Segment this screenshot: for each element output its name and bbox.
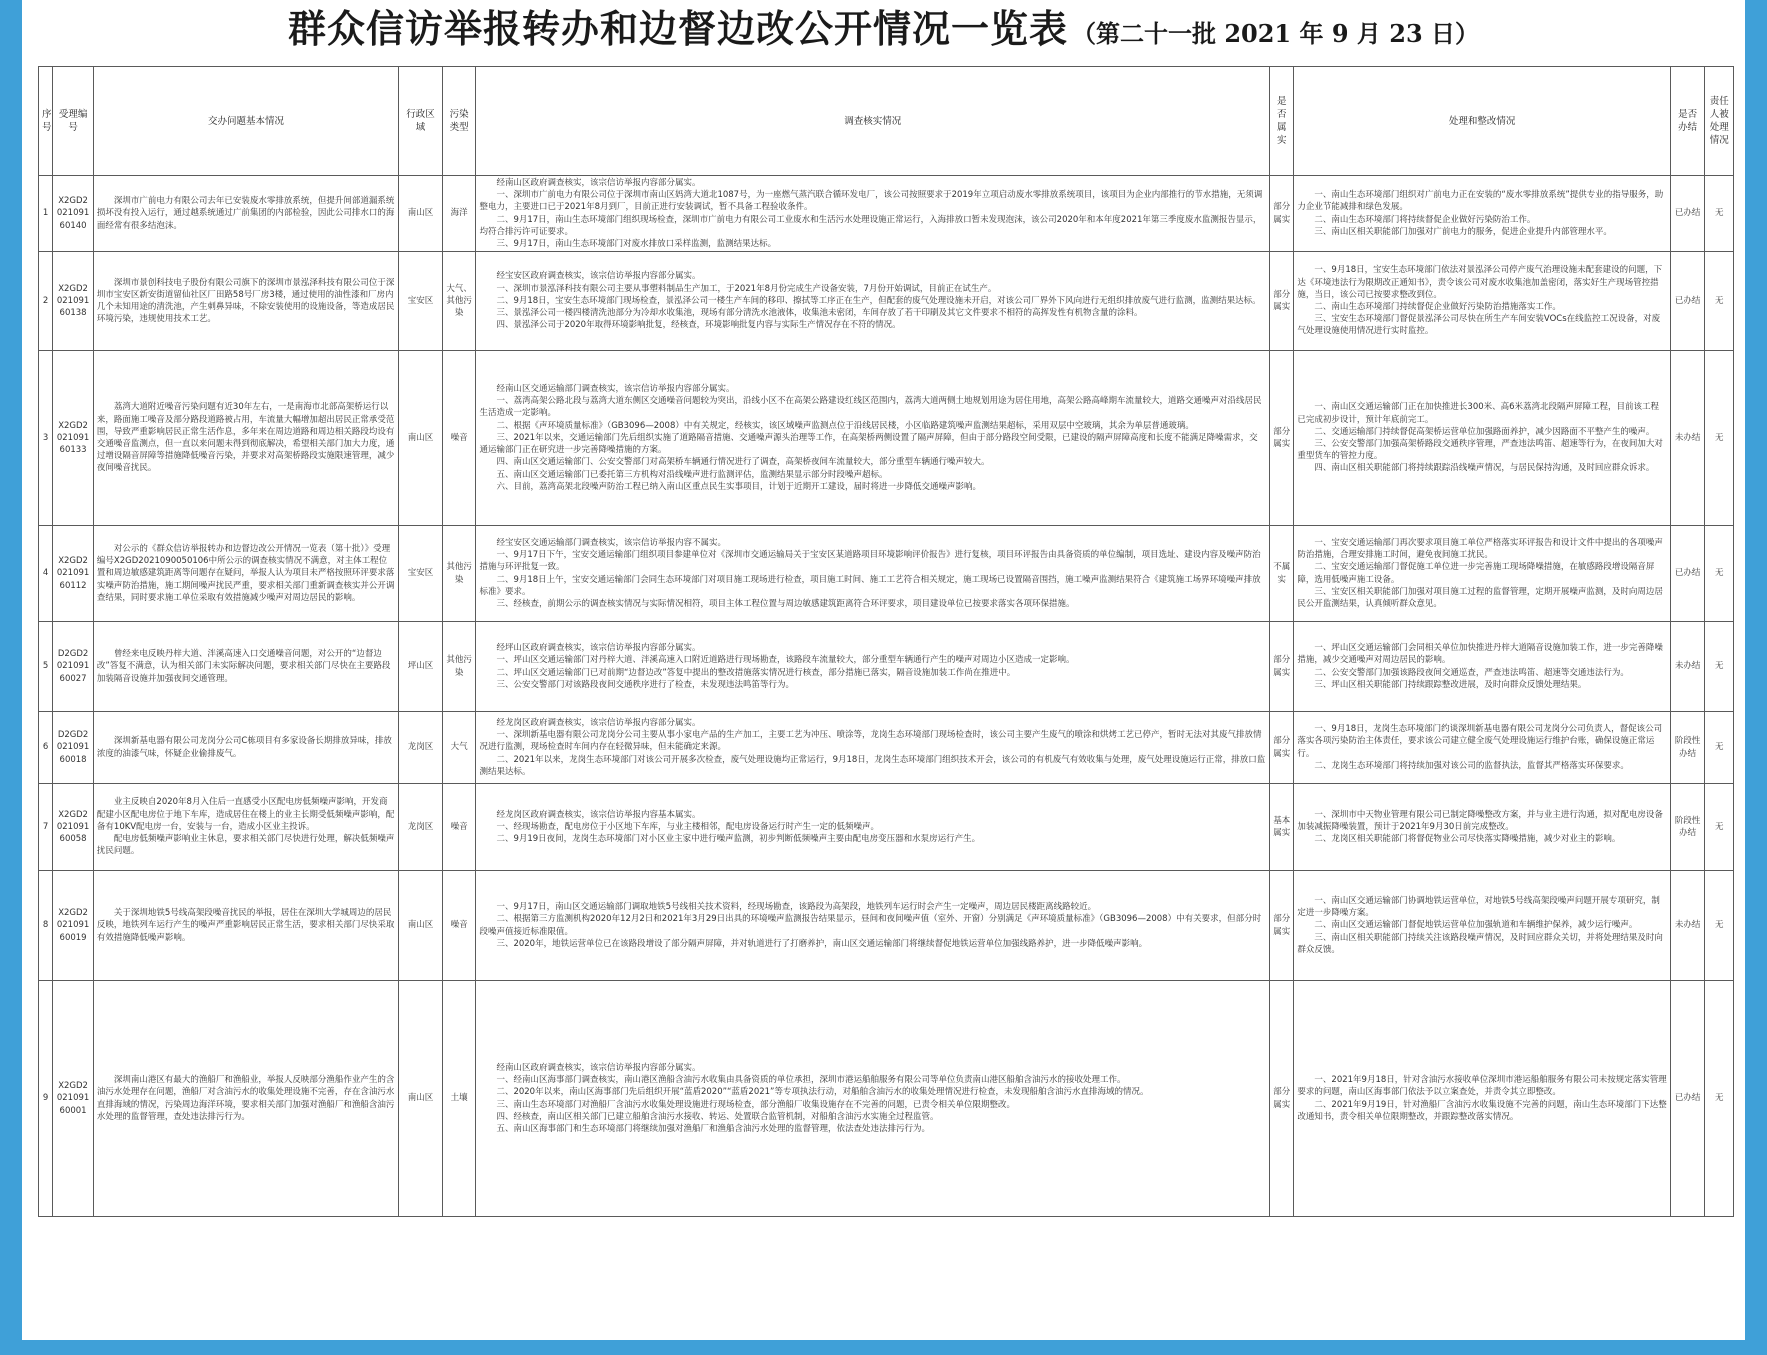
row-number: 6: [39, 712, 53, 784]
investigation-details-paragraph: 一、深圳新基电器有限公司龙岗分公司主要从事小家电产品的生产加工，主要工艺为冲压、喷涂等，龙岗生态环境部门现场检查时，该公司主要产生废气的喷涂和烘烤工艺已停产，暂时无法对其废气排放情况进行监测，现场检查时车间内存在轻微异味，但未能确定来源。: [479, 730, 1262, 753]
investigation-details: [476, 871, 1270, 981]
investigation-details-paragraph: 二、9月18日上午，宝安交通运输部门会同生态环境部门对项目施工现场进行检查，项目施工时间、施工工艺符合相关规定，施工现场已设置隔音围挡，施工噪声监测结果符合《建筑施工场界环境噪声排放标准》要求。: [479, 574, 1261, 597]
investigation-details: [476, 252, 1270, 351]
pollution-type: 噪音: [442, 351, 476, 526]
investigation-details: [476, 526, 1270, 622]
is-verified: 部分属实: [1270, 176, 1294, 252]
table-row: [39, 351, 1734, 526]
admin-area: 龙岗区: [399, 784, 443, 871]
investigation-details: [476, 712, 1270, 784]
issue-description-paragraph: 深圳南山港区有最大的渔船厂和渔船业，举报人反映部分渔船作业产生的含油污水处理存在问题，渔船厂对含油污水的收集处理设施不完善，存在含油污水直排海域的情况，污染周边海洋环境，要求相关部门加强对渔船厂和渔船含油污水处理的监督管理，查处违法排污行为。: [96, 1075, 395, 1122]
row-number: 3: [39, 351, 53, 526]
completion-status: 未办结: [1670, 871, 1705, 981]
investigation-details: [476, 622, 1270, 712]
action-details-paragraph: 一、南山生态环境部门组织对广前电力正在安装的“废水零排放系统”提供专业的指导服务，助力企业节能减排和绿色发展。: [1297, 190, 1664, 213]
issue-description-paragraph: 深圳新基电器有限公司龙岗分公司C栋项目有多家设备长期排放异味，排放浓度的油漆气味，怀疑企业偷排废气。: [96, 736, 392, 759]
table-body: [39, 176, 1734, 1217]
investigation-details-paragraph: 一、经现场勘查，配电房位于小区地下车库，与业主楼相邻，配电房设备运行时产生一定的低频噪声。: [496, 821, 879, 832]
action-details-paragraph: 一、南山区交通运输部门协调地铁运营单位，对地铁5号线高架段噪声问题开展专项研究，制定进一步降噪方案。: [1297, 895, 1660, 919]
investigation-details-paragraph: 三、2021年以来，交通运输部门先后组织实施了道路隔音措施、交通噪声源头治理等工作，在高架桥两侧设置了隔声屏障，但由于部分路段空间受限，已建设的隔声屏障高度和长度不能满足降噪需求，交通运输部门正在研究进一步完善降噪措施的方案。: [479, 432, 1258, 456]
action-details-paragraph: 一、2021年9月18日，针对含油污水接收单位深圳市港运船舶服务有限公司未按规定落实管理要求的问题，南山区海事部门依法予以立案查处，并责令其立即整改。: [1297, 1075, 1667, 1098]
header-resp: 责任人被处理情况: [1705, 67, 1734, 176]
investigation-details-paragraph: 四、景泓泽公司于2020年取得环境影响批复，经核查，环境影响批复内容与实际生产情况存在不符的情况。: [496, 320, 901, 331]
title-main: 群众信访举报转办和边督边改公开情况一览表: [287, 6, 1068, 51]
action-details: [1294, 784, 1670, 871]
action-details-paragraph: 一、南山区交通运输部门正在加快推进长300米、高6米荔湾北段隔声屏障工程，目前该工程已完成初步设计，预计年底前完工。: [1297, 402, 1660, 425]
is-verified: 不属实: [1270, 526, 1294, 622]
issue-description: [93, 981, 398, 1217]
responsible-handling: 无: [1705, 622, 1734, 712]
row-number: 7: [39, 784, 53, 871]
investigation-details-paragraph: 一、深圳市广前电力有限公司位于深圳市南山区妈湾大道北1087号，为一座燃气蒸汽联合循环发电厂，该公司按照要求于2019年立项启动废水零排放系统项目，该项目为企业内部推行的节水措施，无须调整电力，主要进口已于2021年8月到厂，目前正进行安装调试，暂不具备工程验收条件。: [479, 190, 1263, 213]
action-details-paragraph: 一、坪山区交通运输部门会同相关单位加快推进丹梓大道隔音设施加装工作，进一步完善降噪措施，减少交通噪声对周边居民的影响。: [1297, 643, 1663, 666]
investigation-details-paragraph: 二、2021年以来，龙岗生态环境部门对该公司开展多次检查，废气处理设施均正常运行，9月18日，龙岗生态环境部门组织技术开会，该公司的有机废气有效收集与处理，废气处理设施运行正常，排放口监测结果达标。: [479, 754, 1266, 777]
action-details-paragraph: 三、宝安区相关职能部门加强对项目施工过程的监督管理，定期开展噪声监测，及时向周边居民公开监测结果，认真倾听群众意见。: [1297, 586, 1663, 609]
row-number: 2: [39, 252, 53, 351]
responsible-handling: 无: [1705, 712, 1734, 784]
complaint-code: X2GD2021091 60112: [53, 526, 94, 622]
investigation-details-paragraph: 四、经核查，南山区相关部门已建立船舶含油污水接收、转运、处置联合监管机制，对船舶含油污水实施全过程监管。: [496, 1111, 939, 1122]
action-details: [1294, 252, 1670, 351]
header-no: 序号: [39, 67, 53, 176]
header-real: 是否属实: [1270, 67, 1294, 176]
action-details-paragraph: 二、2021年9月19日，针对渔船厂含油污水收集设施不完善的问题，南山生态环境部门下达整改通知书，责令相关单位限期整改，并跟踪整改落实情况。: [1297, 1099, 1667, 1122]
investigation-details-paragraph: 五、南山区交通运输部门已委托第三方机构对沿线噪声进行监测评估，监测结果显示部分时段噪声超标。: [496, 469, 888, 480]
action-details: [1294, 712, 1670, 784]
issue-description-paragraph: 关于深圳地铁5号线高架段噪音扰民的举报，居住在深圳大学城周边的居民反映，地铁列车运行产生的噪声严重影响居民正常生活，要求相关部门尽快采取有效措施降低噪声影响。: [96, 908, 395, 943]
action-details: [1294, 176, 1670, 252]
investigation-details: [476, 351, 1270, 526]
investigation-details-paragraph: 三、9月17日，南山生态环境部门对废水排放口采样监测，监测结果达标。: [496, 238, 777, 249]
responsible-handling: 无: [1705, 252, 1734, 351]
issue-description-paragraph: 业主反映自2020年8月入住后一直感受小区配电房低频噪声影响，开发商配建小区配电房位于地下车库，造成居住在楼上的业主长期受低频噪声影响，配备有10KV配电房一台，安装与一台，造成小区业主投诉。: [96, 797, 395, 832]
action-details-paragraph: 二、龙岗生态环境部门将持续加强对该公司的监督执法，监督其严格落实环保要求。: [1314, 760, 1629, 771]
pollution-type: 噪音: [442, 784, 476, 871]
row-number: 5: [39, 622, 53, 712]
table-row: [39, 622, 1734, 712]
issue-description-paragraph: 对公示的《群众信访举报转办和边督边改公开情况一览表（第十批）》受理编号X2GD2021090050106中所公示的调查核实情况不满意，对主体工程位置和周边敏感建筑距离等问题存在疑问，举报人认为项目未严格按照环评要求落实噪声防治措施，施工期间噪声扰民严重，要求相关部门重新调查核实并公开调查结果，同时要求施工单位采取有效措施减少噪声对周边居民的影响。: [96, 543, 395, 603]
investigation-details-paragraph: 四、南山区交通运输部门、公安交警部门对高架桥车辆通行情况进行了调查，高架桥夜间车流量较大，部分重型车辆通行噪声较大。: [496, 457, 990, 468]
responsible-handling: 无: [1705, 526, 1734, 622]
investigation-details-paragraph: 二、根据《声环境质量标准》（GB3096—2008）中有关规定，经核实，该区域噪声监测点位于沿线居民楼，小区临路建筑噪声监测结果超标，采用双层中空玻璃，其余为单层普通玻璃。: [496, 420, 1194, 431]
investigation-details-paragraph: 三、公安交警部门对该路段夜间交通秩序进行了检查，未发现违法鸣笛等行为。: [496, 679, 794, 690]
issue-description: [93, 176, 398, 252]
investigation-details-paragraph: 二、9月19日夜间，龙岗生态环境部门对小区业主家中进行噪声监测，初步判断低频噪声主要由配电房变压器和水泵房运行产生。: [496, 834, 981, 845]
row-number: 8: [39, 871, 53, 981]
admin-area: 宝安区: [399, 252, 443, 351]
completion-status: 已办结: [1670, 176, 1705, 252]
investigation-details-paragraph: 三、经核查，前期公示的调查核实情况与实际情况相符，项目主体工程位置与周边敏感建筑距离符合环评要求，项目建设单位已按要求落实各项环保措施。: [496, 598, 1075, 609]
issue-description: [93, 526, 398, 622]
investigation-details-paragraph: 三、南山生态环境部门对渔船厂含油污水收集处理设施进行现场检查，部分渔船厂收集设施存在不完善的问题，已责令相关单位限期整改。: [496, 1099, 1015, 1110]
complaint-code: X2GD2021091 60019: [53, 871, 94, 981]
investigation-details-paragraph: 二、根据第三方监测机构2020年12月2日和2021年3月29日出具的环境噪声监测报告结果显示，昼间和夜间噪声值（室外、开窗）分别满足《声环境质量标准》（GB3096—2008）中有关要求，但部分时段噪声值接近标准限值。: [479, 914, 1262, 937]
complaint-code: X2GD2021091 60001: [53, 981, 94, 1217]
action-details-paragraph: 四、南山区相关职能部门将持续跟踪沿线噪声情况，与居民保持沟通，及时回应群众诉求。: [1314, 463, 1655, 474]
responsible-handling: 无: [1705, 176, 1734, 252]
investigation-details-paragraph: 二、9月17日，南山生态环境部门组织现场检查，深圳市广前电力有限公司工业废水和生活污水处理设施正常运行，入海排放口暂未发现泡沫，该公司2020年和本年度2021年第三季度废水监测报告显示，均符合排污许可证要求。: [479, 214, 1262, 237]
complaint-code: D2GD2021091 60018: [53, 712, 94, 784]
action-details-paragraph: 三、公安交警部门加强高架桥路段交通秩序管理，严查违法鸣笛、超速等行为，在夜间加大对重型货车的管控力度。: [1297, 439, 1663, 462]
table-row: [39, 526, 1734, 622]
pollution-type: 土壤: [442, 981, 476, 1217]
investigation-details-paragraph: 经坪山区政府调查核实，该宗信访举报内容部分属实。: [496, 643, 701, 654]
table-row: [39, 176, 1734, 252]
completion-status: 已办结: [1670, 981, 1705, 1217]
investigation-details-paragraph: 经宝安区政府调查核实，该宗信访举报内容部分属实。: [496, 271, 701, 282]
action-details-paragraph: 三、坪山区相关职能部门持续跟踪整改进展，及时向群众反馈处理结果。: [1314, 679, 1587, 690]
issue-description: [93, 784, 398, 871]
table-header-row: [39, 67, 1734, 176]
complaint-code: X2GD2021091 60140: [53, 176, 94, 252]
action-details-paragraph: 一、9月18日，龙岗生态环境部门约谈深圳新基电器有限公司龙岗分公司负责人，督促该公司落实各项污染防治主体责任，要求该公司建立健全废气处理设施运行维护台账，确保设施正常运行。: [1297, 724, 1663, 759]
investigation-details-paragraph: 一、荔湾高架公路北段与荔湾大道东侧区交通噪音问题较为突出，沿线小区不在高架公路建设红线区范围内，荔湾大道两侧土地规划用途为居住用地，高架公路高峰期车流量较大，道路交通噪声对沿线居民生活造成一定影响。: [479, 396, 1262, 419]
action-details-paragraph: 二、南山生态环境部门将持续督促企业做好污染防治工作。: [1314, 214, 1536, 225]
complaint-code: X2GD2021091 60133: [53, 351, 94, 526]
issue-description-paragraph: 深圳市景创科技电子股份有限公司旗下的深圳市景泓泽科技有限公司位于深圳市宝安区新安街道留仙社区厂田路58号厂房3楼，通过使用的油性漆和厂房内几个未知用途的清洗池，产生刺鼻异味，不除安装使用的设施设备，等造成居民环境污染，违规使用技术工艺。: [96, 277, 395, 325]
pollution-type: 其他污染: [442, 622, 476, 712]
investigation-details-paragraph: 三、2020年，地铁运营单位已在该路段增设了部分隔声屏障，并对轨道进行了打磨养护，南山区交通运输部门将继续督促地铁运营单位加强线路养护，进一步降低噪声影响。: [496, 938, 1148, 949]
admin-area: 龙岗区: [399, 712, 443, 784]
action-details: [1294, 981, 1670, 1217]
pollution-type: 其他污染: [442, 526, 476, 622]
row-number: 4: [39, 526, 53, 622]
issue-description-paragraph: 深圳市广前电力有限公司去年已安装废水零排放系统，但提升间部道漏系统损坏没有投入运行，通过越系统通过广前集团的内部检验，因此公司排水口的海面经常有很多结泡沫。: [96, 196, 395, 231]
completion-status: 阶段性办结: [1670, 784, 1705, 871]
investigation-details: [476, 784, 1270, 871]
investigation-details-paragraph: 二、9月18日，宝安生态环境部门现场检查，景泓泽公司一楼生产车间的移印、擦拭等工序正在生产，但配套的废气处理设施未开启，对该公司厂界外下风向进行无组织排放废气进行监测，监测结果达标。: [496, 295, 1261, 306]
investigation-details-paragraph: 经南山区政府调查核实，该宗信访举报内容部分属实。: [496, 1062, 701, 1073]
is-verified: 部分属实: [1270, 622, 1294, 712]
is-verified: 基本属实: [1270, 784, 1294, 871]
header-area: 行政区域: [399, 67, 443, 176]
investigation-details-paragraph: 经龙岗区政府调查核实，该宗信访举报内容基本属实。: [496, 809, 701, 820]
page-title: [22, 0, 1745, 62]
complaint-code: D2GD2021091 60027: [53, 622, 94, 712]
complaint-code: X2GD2021091 60138: [53, 252, 94, 351]
investigation-details-paragraph: 一、深圳市景泓泽科技有限公司主要从事塑料制品生产加工，于2021年8月份完成生产设备安装，7月份开始调试，目前正在试生产。: [496, 283, 997, 294]
admin-area: 宝安区: [399, 526, 443, 622]
action-details-paragraph: 二、宝安交通运输部门督促施工单位进一步完善施工现场降噪措施，在敏感路段增设隔音屏障，选用低噪声施工设备。: [1297, 562, 1655, 585]
table-row: [39, 981, 1734, 1217]
action-details: [1294, 622, 1670, 712]
header-action: 处理和整改情况: [1294, 67, 1670, 176]
action-details-paragraph: 三、南山区相关职能部门持续关注该路段噪声情况，及时回应群众关切，并将处理结果及时向群众反馈。: [1297, 932, 1663, 955]
complaint-code: X2GD2021091 60058: [53, 784, 94, 871]
investigation-details-paragraph: 经龙岗区政府调查核实，该宗信访举报内容部分属实。: [496, 717, 701, 728]
header-type: 污染类型: [442, 67, 476, 176]
investigation-details: [476, 981, 1270, 1217]
is-verified: 部分属实: [1270, 712, 1294, 784]
admin-area: 坪山区: [399, 622, 443, 712]
title-batch-date: （第二十一批 2021 年 9 月 23 日）: [1071, 19, 1480, 48]
responsible-handling: 无: [1705, 784, 1734, 871]
is-verified: 部分属实: [1270, 351, 1294, 526]
investigation-details: [476, 176, 1270, 252]
investigation-details-paragraph: 经宝安区交通运输部门调查核实，该宗信访举报内容不属实。: [496, 537, 726, 548]
completion-status: 已办结: [1670, 526, 1705, 622]
action-details-paragraph: 一、宝安交通运输部门再次要求项目施工单位严格落实环评报告和设计文件中提出的各项噪声防治措施，合理安排施工时间，避免夜间施工扰民。: [1297, 537, 1663, 561]
admin-area: 南山区: [399, 981, 443, 1217]
action-details: [1294, 871, 1670, 981]
issue-description-paragraph: 配电房低频噪声影响业主休息，要求相关部门尽快进行处理，解决低频噪声扰民问题。: [96, 834, 395, 857]
admin-area: 南山区: [399, 351, 443, 526]
action-details-paragraph: 一、深圳市中天物业管理有限公司已制定降噪整改方案，并与业主进行沟通，拟对配电房设备加装减振降噪装置，预计于2021年9月30日前完成整改。: [1297, 809, 1663, 832]
completion-status: 阶段性办结: [1670, 712, 1705, 784]
is-verified: 部分属实: [1270, 871, 1294, 981]
action-details: [1294, 351, 1670, 526]
investigation-details-paragraph: 经南山区交通运输部门调查核实，该宗信访举报内容部分属实。: [496, 384, 735, 395]
responsible-handling: 无: [1705, 871, 1734, 981]
disclosure-table: [38, 66, 1734, 1217]
completion-status: 未办结: [1670, 351, 1705, 526]
action-details-paragraph: 二、南山生态环境部门持续督促企业做好污染防治措施落实工作。: [1314, 302, 1561, 312]
table-row: [39, 871, 1734, 981]
admin-area: 南山区: [399, 871, 443, 981]
investigation-details-paragraph: 五、南山区海事部门和生态环境部门将继续加强对渔船厂和渔船含油污水处理的监督管理，依法查处违法排污行为。: [496, 1123, 930, 1134]
action-details-paragraph: 三、宝安生态环境部门督促景泓泽公司尽快在所生产车间安装VOCs在线监控工况设备，对废气处理设施使用情况进行实时监控。: [1297, 314, 1661, 337]
investigation-details-paragraph: 二、2020年以来，南山区海事部门先后组织开展“蓝盾2020”“蓝盾2021”等专项执法行动，对船舶含油污水的收集处理情况进行检查，未发现船舶含油污水直排海域的情况。: [496, 1087, 1149, 1098]
issue-description-paragraph: 荔湾大道附近噪音污染问题有近30年左右，一是南海市北部高架桥运行以来，路面施工噪音及部分路段道路被占用，车流量大幅增加超出居民正常承受范围，导致严重影响居民正常生活作息，多年来在周边道路和周边相关路段均设有交通噪音监测点，但一直以来问题未得到彻底解决，希望相关部门加大力度，通过增设隔音屏障等措施降低噪音污染，并要求对高架桥路段实施限速管理，减少夜间噪音扰民。: [96, 402, 395, 474]
is-verified: 部分属实: [1270, 252, 1294, 351]
investigation-details-paragraph: 一、9月17日，南山区交通运输部门调取地铁5号线相关技术资料，经现场勘查，该路段为高架段，地铁列车运行时会产生一定噪声，周边居民楼距离线路较近。: [496, 902, 1097, 913]
pollution-type: 噪音: [442, 871, 476, 981]
action-details-paragraph: 二、南山区交通运输部门督促地铁运营单位加强轨道和车辆维护保养，减少运行噪声。: [1314, 920, 1638, 931]
row-number: 1: [39, 176, 53, 252]
header-code: 受理编号: [53, 67, 94, 176]
admin-area: 南山区: [399, 176, 443, 252]
investigation-details-paragraph: 经南山区政府调查核实，该宗信访举报内容部分属实。: [496, 177, 701, 188]
investigation-details-paragraph: 一、坪山区交通运输部门对丹梓大道、泮溪高速入口附近道路进行现场勘查，该路段车流量较大，部分重型车辆通行产生的噪声对周边小区造成一定影响。: [496, 655, 1075, 666]
issue-description: [93, 712, 398, 784]
issue-description: [93, 252, 398, 351]
table-row: [39, 252, 1734, 351]
pollution-type: 海洋: [442, 176, 476, 252]
header-done: 是否办结: [1670, 67, 1705, 176]
investigation-details-paragraph: 三、景泓泽公司一楼四楼清洗池部分为冷却水收集池，现场有部分清洗水池液体，收集池未密闭，车间存放了若干印刷及其它文件要求不相符的高挥发性有机物含量的涂料。: [496, 308, 1143, 319]
action-details-paragraph: 二、交通运输部门持续督促高架桥运营单位加强路面养护，减少因路面不平整产生的噪声。: [1314, 426, 1655, 437]
document-sheet: [22, 0, 1745, 1340]
issue-description: [93, 871, 398, 981]
action-details-paragraph: 二、公安交警部门加强该路段夜间交通巡查，严查违法鸣笛、超速等交通违法行为。: [1314, 667, 1629, 678]
is-verified: 部分属实: [1270, 981, 1294, 1217]
completion-status: 已办结: [1670, 252, 1705, 351]
investigation-details-paragraph: 二、坪山区交通运输部门已对前期“边督边改”答复中提出的整改措施落实情况进行核查，部分措施已落实，隔音设施加装工作尚在推进中。: [496, 667, 1016, 678]
responsible-handling: 无: [1705, 351, 1734, 526]
pollution-type: 大气: [442, 712, 476, 784]
table-row: [39, 712, 1734, 784]
issue-description: [93, 351, 398, 526]
investigation-details-paragraph: 一、9月17日下午，宝安交通运输部门组织项目参建单位对《深圳市交通运输局关于宝安区某道路项目环境影响评价报告》进行复核，项目环评报告由具备资质的单位编制，项目选址、建设内容及噪声防治措施与环评批复一致。: [479, 550, 1261, 573]
table-row: [39, 784, 1734, 871]
pollution-type: 大气、其他污染: [442, 252, 476, 351]
header-investigation: 调查核实情况: [476, 67, 1270, 176]
investigation-details-paragraph: 六、目前，荔湾高架北段噪声防治工程已纳入南山区重点民生实事项目，计划于近期开工建设，届时将进一步降低交通噪声影响。: [496, 481, 981, 492]
completion-status: 未办结: [1670, 622, 1705, 712]
action-details-paragraph: 一、9月18日，宝安生态环境部门依法对景泓泽公司停产废气治理设施未配套建设的问题，下达《环境违法行为限期改正通知书》，责令该公司对废水收集池加盖密闭，落实好生产现场管控措施，当日，该公司已按要求整改到位。: [1297, 265, 1663, 300]
responsible-handling: 无: [1705, 981, 1734, 1217]
row-number: 9: [39, 981, 53, 1217]
issue-description: [93, 622, 398, 712]
investigation-details-paragraph: 一、经南山区海事部门调查核实，南山港区渔船含油污水收集由具备资质的单位承担，深圳市港运船舶服务有限公司等单位负责南山港区船舶含油污水的接收处理工作。: [496, 1075, 1126, 1086]
action-details: [1294, 526, 1670, 622]
action-details-paragraph: 三、南山区相关职能部门加强对广前电力的服务，促进企业提升内部管理水平。: [1314, 226, 1612, 237]
issue-description-paragraph: 曾经来电反映丹梓大道、泮溪高速入口交通噪音问题，对公开的“边督边改”答复不满意，认为相关部门未实际解决问题，要求相关部门尽快在主要路段加装隔音设施并加强夜间交通管理。: [96, 649, 391, 684]
action-details-paragraph: 二、龙岗区相关职能部门将督促物业公司尽快落实降噪措施，减少对业主的影响。: [1314, 834, 1621, 845]
header-issue: 交办问题基本情况: [93, 67, 398, 176]
